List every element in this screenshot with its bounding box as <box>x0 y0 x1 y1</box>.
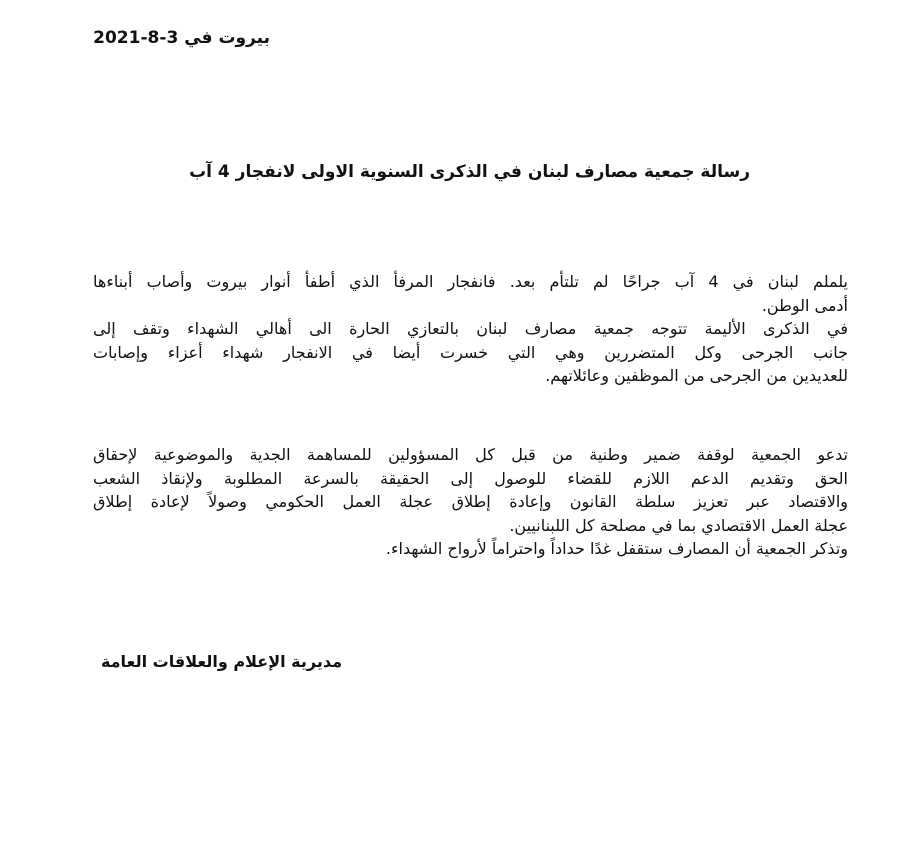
document-title: رسالة جمعية مصارف لبنان في الذكرى السنوية الاولى لانفجار 4 آب <box>189 162 750 182</box>
paragraph-line: في الذكرى الأليمة تتوجه جمعية مصارف لبنان بالتعازي الحارة الى أهالي الشهداء وتقف إلى <box>93 319 848 338</box>
paragraph-line: الحق وتقديم الدعم اللازم للقضاء للوصول إلى الحقيقة بالسرعة المطلوبة ولإنقاذ الشعب <box>93 468 848 488</box>
paragraph-line: وتذكر الجمعية أن المصارف ستقفل غدًا حداداً واحتراماً لأرواح الشهداء. <box>385 539 848 558</box>
paragraph-line: جانب الجرحى وكل المتضررين وهي التي خسرت أيضا في الانفجار شهداء أعزاء وإصابات <box>93 342 848 362</box>
paragraph-line: للعديدين من الجرحى من الموظفين وعائلاتهم. <box>545 366 848 385</box>
paragraph-line: يلملم لبنان في 4 آب جراحًا لم تلتأم بعد. فانفجار المرفأ الذي أطفأ أنوار بيروت وأصاب أبناءها <box>93 272 848 291</box>
paragraph-line: تدعو الجمعية لوقفة ضمير وطنية من قبل كل المسؤولين للمساهمة الجدية والموضوعية لإحقاق <box>93 445 848 464</box>
paragraph-two <box>93 443 848 561</box>
paragraph-one <box>93 270 848 388</box>
signature: مديرية الإعلام والعلاقات العامة <box>100 652 342 671</box>
document-date: بيروت في 3-8-2021 <box>93 28 270 48</box>
paragraph-line: والاقتصاد عبر تعزيز سلطة القانون وإعادة إطلاق عجلة العمل الحكومي وصولاً لإعادة إطلاق <box>93 492 848 511</box>
paragraph-line: عجلة العمل الاقتصادي بما في مصلحة كل اللبنانيين. <box>509 515 848 535</box>
paragraph-line: أدمى الوطن. <box>761 295 848 315</box>
